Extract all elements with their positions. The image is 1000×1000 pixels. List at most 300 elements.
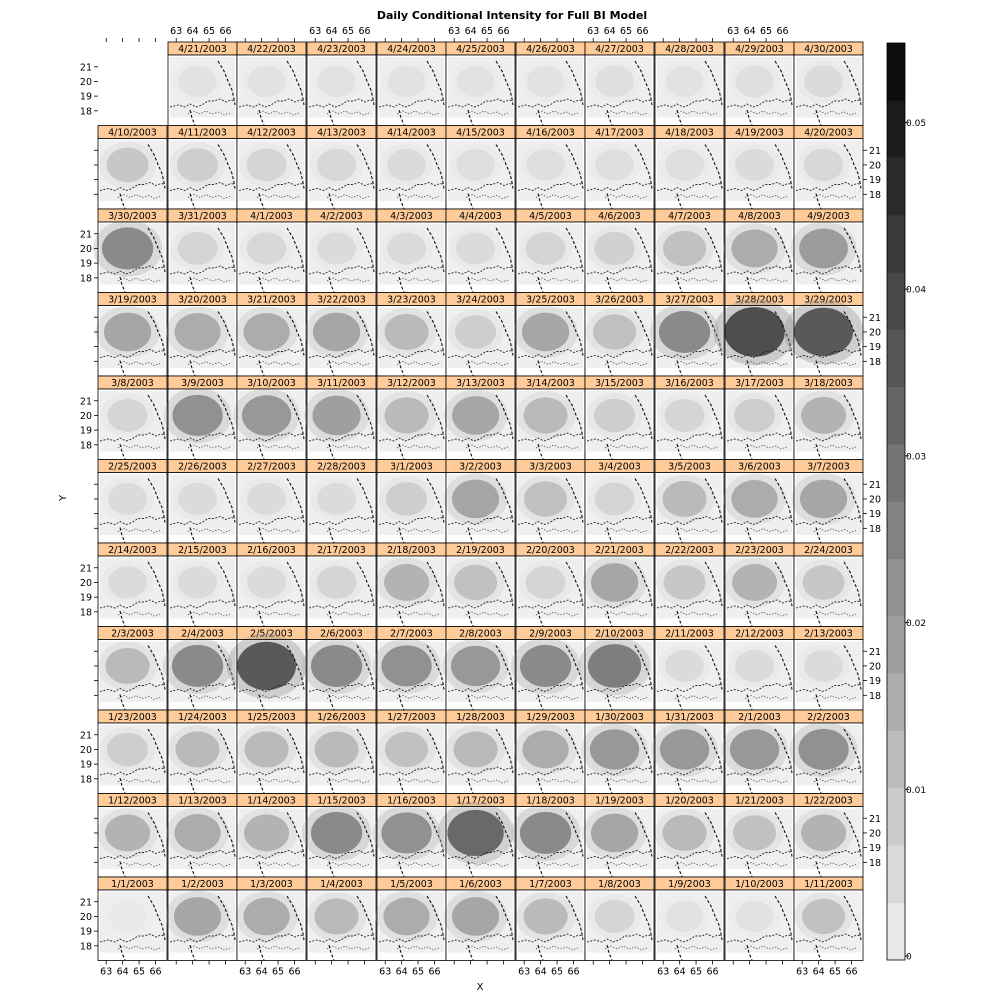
panel [235, 877, 306, 961]
intensity-halo [659, 896, 710, 938]
panel-date-label: 3/23/2003 [387, 294, 436, 306]
panel [168, 710, 237, 794]
panel [655, 209, 724, 293]
panel-date-label: 3/8/2003 [111, 378, 154, 389]
intensity-halo [511, 805, 580, 861]
panel-date-label: 4/28/2003 [665, 44, 714, 55]
intensity-halo [236, 808, 297, 858]
panel-grid [93, 42, 863, 961]
x-tick-label: 66 [706, 966, 719, 978]
x-tick-label: 65 [760, 26, 773, 37]
intensity-halo [790, 722, 858, 777]
panel-date-label: 4/7/2003 [668, 211, 711, 222]
y-tick-label: 19 [79, 91, 92, 103]
intensity-halo [516, 391, 576, 440]
intensity-halo [589, 60, 641, 102]
panel-date-label: 3/16/2003 [665, 378, 714, 389]
panel-date-label: 1/23/2003 [108, 712, 157, 723]
panel [516, 376, 585, 460]
intensity-halo [450, 61, 501, 103]
panel-date-label: 2/27/2003 [247, 461, 296, 473]
panel [446, 543, 515, 627]
colorbar-segment [887, 158, 905, 216]
panel [514, 710, 585, 794]
panel-date-label: 1/28/2003 [456, 712, 505, 723]
panel-date-label: 2/17/2003 [317, 545, 366, 556]
panel [163, 627, 237, 711]
panel [585, 877, 654, 961]
panel-date-label: 3/15/2003 [595, 378, 644, 389]
panel [375, 877, 446, 961]
intensity-halo [310, 143, 363, 187]
intensity-halo [797, 60, 850, 103]
panel [446, 209, 515, 293]
panel-date-label: 1/22/2003 [804, 795, 853, 807]
panel-date-label: 4/20/2003 [804, 127, 853, 139]
panel-date-label: 2/11/2003 [665, 628, 714, 640]
panel-date-label: 4/22/2003 [247, 44, 296, 55]
intensity-halo [519, 560, 573, 604]
y-tick-label: 18 [869, 189, 882, 201]
intensity-halo [170, 142, 225, 187]
intensity-halo [793, 808, 854, 858]
panel [725, 126, 794, 210]
panel-date-label: 1/16/2003 [387, 795, 436, 807]
panel [583, 794, 654, 878]
panel [93, 209, 167, 293]
intensity-halo [797, 644, 850, 687]
panel [168, 42, 237, 126]
panel-date-label: 4/9/2003 [807, 211, 850, 222]
y-tick-label: 21 [79, 396, 92, 408]
y-tick-label: 19 [79, 258, 92, 270]
panel [784, 293, 864, 377]
panel [655, 126, 724, 210]
x-tick-label: 65 [342, 26, 355, 37]
panel-date-label: 2/14/2003 [108, 545, 157, 556]
panel-date-label: 1/29/2003 [526, 712, 575, 723]
panel-date-label: 1/12/2003 [108, 795, 157, 807]
panel-date-label: 3/18/2003 [804, 378, 853, 389]
panel [725, 794, 794, 878]
y-tick-label: 18 [869, 690, 882, 702]
intensity-halo [101, 477, 154, 520]
panel [377, 126, 446, 210]
intensity-halo [310, 560, 364, 604]
colorbar-segment [887, 731, 905, 789]
panel-date-label: 2/23/2003 [735, 545, 784, 556]
y-tick-label: 19 [79, 592, 92, 604]
panel [446, 293, 515, 377]
intensity-halo [795, 559, 852, 605]
panel-date-label: 3/1/2003 [390, 461, 433, 473]
intensity-halo [446, 559, 504, 606]
panel-date-label: 4/14/2003 [387, 127, 436, 139]
y-axis-label: Y [58, 494, 69, 502]
panel-date-label: 3/3/2003 [529, 461, 572, 473]
intensity-halo [376, 558, 437, 608]
intensity-halo [520, 144, 572, 186]
colorbar-segment [887, 100, 905, 158]
panel [651, 710, 724, 794]
panel [237, 42, 306, 126]
x-tick-label: 65 [829, 966, 842, 978]
intensity-halo [450, 144, 502, 186]
panel [516, 460, 585, 544]
intensity-halo [727, 393, 782, 438]
panel-date-label: 1/31/2003 [665, 712, 714, 723]
panel-date-label: 2/18/2003 [387, 545, 436, 556]
panel-date-label: 2/3/2003 [111, 628, 154, 640]
y-tick-label: 18 [79, 106, 92, 118]
panel [438, 794, 515, 878]
panel [724, 543, 794, 627]
panel [655, 543, 724, 627]
panel [307, 710, 376, 794]
panel [166, 877, 237, 961]
colorbar-segment [887, 845, 905, 903]
colorbar-segment [887, 387, 905, 445]
panel-date-label: 3/10/2003 [247, 378, 296, 389]
intensity-halo [163, 638, 232, 694]
panel [168, 209, 237, 293]
panel-date-label: 1/30/2003 [595, 712, 644, 723]
panel-date-label: 1/4/2003 [320, 879, 363, 890]
x-tick-label: 63 [170, 26, 183, 37]
intensity-halo [377, 308, 437, 357]
panel [444, 877, 515, 961]
panel-date-label: 1/27/2003 [387, 712, 436, 723]
panel-date-label: 3/28/2003 [735, 294, 784, 306]
panel [235, 293, 306, 377]
intensity-halo [171, 561, 224, 604]
x-tick-label: 65 [272, 966, 285, 978]
x-tick-label: 64 [673, 966, 686, 978]
panel [516, 209, 585, 293]
panel-date-label: 3/21/2003 [247, 294, 296, 306]
panel [650, 293, 724, 377]
panel-date-label: 4/27/2003 [595, 44, 644, 55]
x-tick-label: 66 [288, 966, 301, 978]
panel-date-label: 1/1/2003 [111, 879, 154, 890]
panel-date-label: 2/28/2003 [317, 461, 366, 473]
x-tick-label: 66 [358, 26, 371, 37]
x-tick-label: 63 [518, 966, 531, 978]
panel-date-label: 2/5/2003 [250, 628, 293, 640]
panel-date-label: 2/12/2003 [735, 628, 784, 640]
intensity-halo [240, 227, 293, 271]
panel [376, 543, 446, 627]
intensity-halo [302, 638, 371, 694]
panel-date-label: 1/6/2003 [459, 879, 502, 890]
panel [237, 209, 306, 293]
panel-date-label: 3/22/2003 [317, 294, 366, 306]
intensity-halo [97, 808, 158, 858]
intensity-halo [520, 61, 571, 103]
panel [446, 42, 515, 126]
panel [794, 627, 863, 711]
panel [373, 794, 446, 878]
intensity-halo [516, 475, 574, 522]
x-tick-label: 65 [481, 26, 494, 37]
colorbar-segment [887, 673, 905, 731]
panel-date-label: 4/18/2003 [665, 127, 714, 139]
intensity-halo [304, 389, 369, 442]
panel [516, 126, 585, 210]
y-tick-label: 19 [79, 926, 92, 938]
panel-date-label: 1/24/2003 [178, 712, 227, 723]
panel [307, 543, 376, 627]
y-tick-label: 21 [79, 229, 92, 241]
panel-date-label: 1/7/2003 [529, 879, 572, 890]
colorbar-segment [887, 272, 905, 330]
panel-date-label: 2/8/2003 [459, 628, 502, 640]
colorbar-tick-label: 0.02 [906, 619, 927, 630]
panel-date-label: 4/29/2003 [735, 44, 784, 55]
panel-date-label: 4/13/2003 [317, 127, 366, 139]
panel-date-label: 1/10/2003 [735, 879, 784, 890]
intensity-halo [240, 561, 293, 604]
colorbar-tick-label: 0 [906, 952, 912, 963]
intensity-halo [311, 61, 362, 103]
intensity-halo [587, 226, 642, 271]
panel-date-label: 3/14/2003 [526, 378, 575, 389]
panel-date-label: 4/3/2003 [390, 211, 433, 222]
panel [98, 543, 167, 627]
y-tick-label: 19 [79, 425, 92, 437]
x-tick-label: 63 [239, 966, 252, 978]
intensity-halo [659, 61, 710, 103]
panel [655, 460, 724, 544]
panel-date-label: 3/25/2003 [526, 294, 575, 306]
intensity-halo [310, 227, 363, 270]
panel [237, 460, 306, 544]
panel [377, 209, 446, 293]
panel [237, 543, 306, 627]
panel-date-label: 2/1/2003 [738, 712, 781, 723]
y-tick-label: 21 [79, 563, 92, 575]
y-tick-label: 19 [79, 759, 92, 771]
intensity-halo [659, 144, 711, 186]
x-tick-label: 65 [412, 966, 425, 978]
intensity-halo [446, 725, 506, 774]
intensity-halo [794, 893, 852, 940]
panel [307, 42, 376, 126]
panel [655, 42, 724, 126]
panel-date-label: 3/26/2003 [595, 294, 644, 306]
intensity-halo [307, 725, 367, 774]
panel-date-label: 2/10/2003 [595, 628, 644, 640]
y-tick-label: 21 [869, 813, 882, 825]
panel [725, 42, 794, 126]
panel-date-label: 2/13/2003 [804, 628, 853, 640]
panel-date-label: 3/30/2003 [108, 211, 157, 222]
panel-date-label: 3/13/2003 [456, 378, 505, 389]
panel-date-label: 1/17/2003 [456, 795, 505, 807]
intensity-halo [100, 727, 155, 772]
panel [377, 293, 446, 377]
intensity-halo [310, 477, 363, 520]
panel-date-label: 1/15/2003 [317, 795, 366, 807]
y-tick-label: 21 [79, 730, 92, 742]
y-tick-label: 18 [869, 523, 882, 535]
panel-date-label: 4/17/2003 [595, 127, 644, 139]
panel-date-label: 4/19/2003 [735, 127, 784, 139]
panel-date-label: 4/5/2003 [529, 211, 572, 222]
intensity-halo [373, 805, 441, 860]
y-tick-label: 20 [79, 76, 92, 88]
panel-date-label: 4/24/2003 [387, 44, 436, 55]
panel-date-label: 2/7/2003 [390, 628, 433, 640]
panel-date-label: 4/10/2003 [108, 127, 157, 139]
y-tick-label: 18 [79, 941, 92, 953]
colorbar [887, 43, 926, 963]
panel-date-label: 3/4/2003 [598, 461, 641, 473]
x-tick-label: 65 [551, 966, 564, 978]
panel [794, 877, 863, 961]
intensity-halo [381, 61, 432, 103]
panel [585, 42, 654, 126]
colorbar-segment [887, 215, 905, 273]
intensity-halo [227, 634, 307, 699]
panel [516, 543, 585, 627]
intensity-halo [724, 558, 785, 608]
panel [514, 293, 585, 377]
y-tick-label: 19 [869, 843, 882, 855]
panel-date-label: 1/19/2003 [595, 795, 644, 807]
panel [304, 376, 376, 460]
panel [446, 710, 515, 794]
y-tick-label: 20 [869, 661, 882, 673]
colorbar-tick-label: 0.04 [906, 285, 927, 296]
panel-date-label: 1/8/2003 [598, 879, 641, 890]
panel-date-label: 4/25/2003 [456, 44, 505, 55]
panel-date-label: 2/25/2003 [108, 461, 157, 473]
panel [227, 627, 307, 711]
intensity-halo [302, 805, 371, 861]
panel [585, 293, 654, 377]
intensity-halo [442, 639, 508, 693]
panel [97, 794, 167, 878]
y-tick-label: 20 [79, 577, 92, 589]
panel [444, 376, 515, 460]
panel [98, 877, 167, 961]
intensity-halo [793, 391, 854, 441]
chart-title: Daily Conditional Intensity for Full BI Model [376, 9, 648, 22]
panel [168, 543, 237, 627]
panel [791, 209, 863, 293]
intensity-halo [797, 143, 850, 187]
panel [98, 710, 167, 794]
x-tick-label: 64 [255, 966, 268, 978]
colorbar-tick-label: 0.01 [906, 785, 927, 796]
colorbar-segment [887, 43, 905, 101]
panel-date-label: 4/4/2003 [459, 211, 502, 222]
panel [655, 877, 724, 961]
intensity-halo [99, 142, 156, 188]
panel-date-label: 4/16/2003 [526, 127, 575, 139]
panel [98, 376, 167, 460]
panel-date-label: 2/4/2003 [181, 628, 224, 640]
intensity-halo [438, 802, 514, 864]
panel [305, 293, 376, 377]
panel-date-label: 4/21/2003 [178, 44, 227, 55]
panel [714, 293, 796, 377]
panel-date-label: 4/8/2003 [738, 211, 781, 222]
x-tick-label: 66 [845, 966, 858, 978]
intensity-halo [171, 226, 225, 270]
intensity-halo [725, 809, 783, 856]
colorbar-segment [887, 559, 905, 617]
panel [723, 209, 794, 293]
panel [579, 627, 654, 711]
panel [166, 794, 237, 878]
panel-date-label: 4/23/2003 [317, 44, 366, 55]
intensity-halo [448, 309, 503, 354]
panel-date-label: 2/16/2003 [247, 545, 296, 556]
panel-date-label: 1/25/2003 [247, 712, 296, 723]
y-tick-label: 18 [869, 356, 882, 368]
x-axis-label: X [476, 982, 484, 993]
panel [516, 42, 585, 126]
x-tick-label: 65 [133, 966, 146, 978]
colorbar-tick-label: 0.05 [906, 118, 927, 129]
panel [377, 710, 446, 794]
panel-date-label: 4/2/2003 [320, 211, 363, 222]
colorbar-segment [887, 616, 905, 674]
intensity-halo [240, 477, 293, 520]
panel-date-label: 3/19/2003 [108, 294, 157, 306]
panel [794, 126, 863, 210]
intensity-halo [729, 60, 781, 102]
y-tick-label: 18 [79, 607, 92, 619]
x-tick-label: 64 [743, 26, 756, 37]
panel [725, 877, 794, 961]
panel-date-label: 3/17/2003 [735, 378, 784, 389]
panel [168, 126, 237, 210]
intensity-halo [379, 476, 434, 521]
x-tick-label: 65 [203, 26, 216, 37]
intensity-halo [93, 220, 162, 276]
panel-date-label: 3/29/2003 [804, 294, 853, 306]
intensity-halo [656, 559, 713, 605]
colorbar-tick-label: 0.03 [906, 452, 927, 463]
x-tick-label: 64 [116, 966, 129, 978]
intensity-halo [101, 393, 155, 437]
panel-date-label: 2/24/2003 [804, 545, 853, 556]
panel-date-label: 3/31/2003 [178, 211, 227, 222]
panel-date-label: 3/9/2003 [181, 378, 224, 389]
intensity-halo [380, 227, 433, 270]
panel [377, 376, 446, 460]
y-tick-label: 20 [869, 160, 882, 172]
intensity-halo [655, 225, 713, 272]
panel-date-label: 4/1/2003 [250, 211, 293, 222]
panel-date-label: 4/30/2003 [804, 44, 853, 55]
x-tick-label: 66 [776, 26, 789, 37]
intensity-halo [655, 809, 715, 858]
x-tick-label: 66 [428, 966, 441, 978]
x-tick-label: 63 [796, 966, 809, 978]
x-tick-label: 63 [379, 966, 392, 978]
panel [585, 126, 654, 210]
panel-date-label: 2/20/2003 [526, 545, 575, 556]
panel-date-label: 3/27/2003 [665, 294, 714, 306]
panel [655, 627, 724, 711]
panel [237, 126, 306, 210]
panel [377, 42, 446, 126]
y-tick-label: 20 [869, 494, 882, 506]
